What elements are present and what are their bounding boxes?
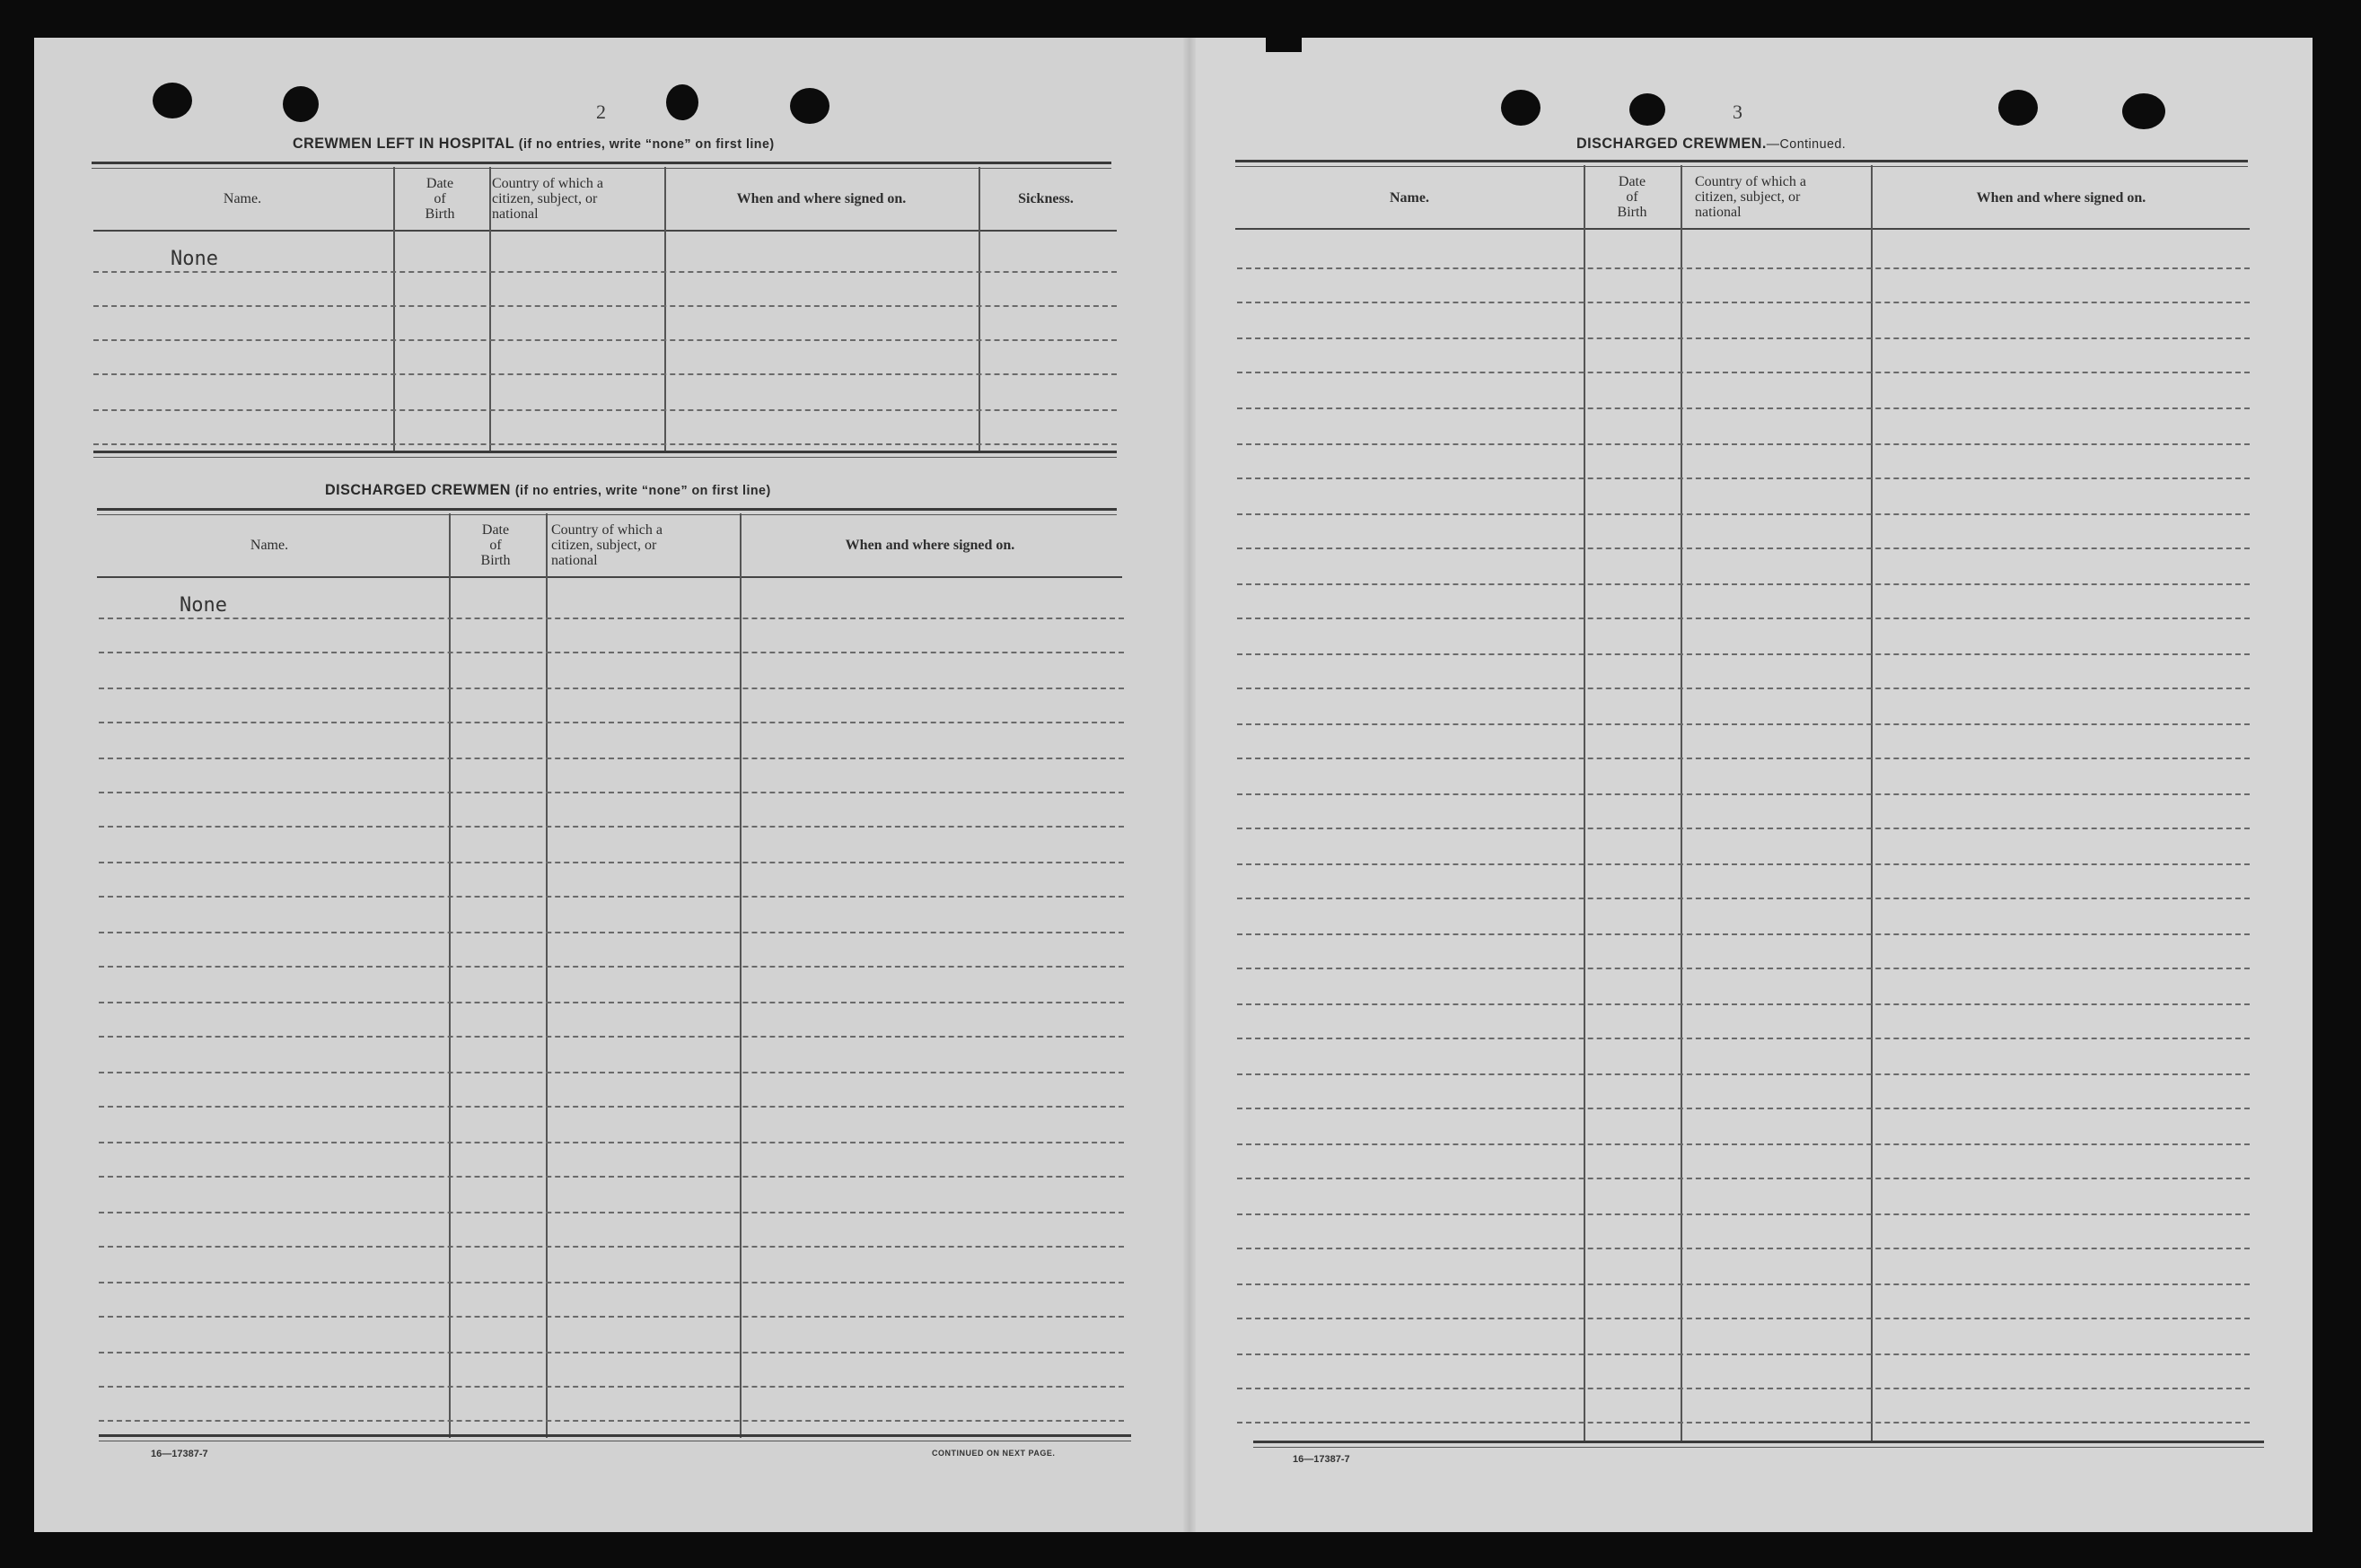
hospital-title-text: CREWMEN LEFT IN HOSPITAL: [293, 135, 514, 152]
entry-line: [99, 1002, 1124, 1003]
header-bottom-rule: [97, 576, 1122, 578]
entry-line: [93, 271, 1117, 273]
entry-line: [99, 932, 1124, 933]
entry-line: [1237, 1178, 2250, 1179]
discharged-first-entry: None: [180, 594, 227, 617]
discharged-section-title: [325, 481, 771, 499]
entry-line: [1237, 547, 2250, 549]
section-end-rule: [1253, 1441, 2264, 1448]
entry-line: [99, 1072, 1124, 1073]
entry-line: [1237, 1388, 2250, 1389]
header-bottom-rule: [93, 230, 1117, 232]
discharged-continued-title: [1576, 135, 1846, 153]
entry-line: [93, 339, 1117, 341]
entry-line: [1237, 653, 2250, 655]
entry-line: [99, 1106, 1124, 1108]
entry-line: [1237, 933, 2250, 935]
entry-line: [1237, 863, 2250, 865]
entry-line: [99, 1316, 1124, 1318]
section-end-rule: [99, 1434, 1131, 1441]
punch-hole: [1998, 90, 2038, 126]
entry-line: [99, 1246, 1124, 1248]
hospital-first-entry: None: [171, 248, 218, 270]
entry-line: [1237, 407, 2250, 409]
entry-line: [1237, 1318, 2250, 1319]
entry-line: [99, 1212, 1124, 1213]
col-header-name: Name.: [223, 191, 262, 206]
punch-hole: [283, 86, 319, 122]
entry-line: [1237, 302, 2250, 303]
header-rule: [97, 508, 1117, 515]
discharged-continued-title-text: DISCHARGED CREWMEN.: [1576, 135, 1767, 152]
punch-hole: [666, 84, 698, 120]
column-divider: [1871, 165, 1873, 1443]
entry-line: [99, 1142, 1124, 1143]
scan-notch: [1266, 25, 1302, 52]
entry-line: [1237, 968, 2250, 969]
col-header-date-of-birth: Date of Birth: [1617, 174, 1647, 220]
col-header-name: Name.: [1390, 190, 1429, 206]
entry-line: [1237, 1038, 2250, 1039]
col-header-when-where: When and where signed on.: [845, 538, 1015, 553]
entry-line: [1237, 828, 2250, 829]
entry-line: [1237, 723, 2250, 725]
discharged-title-text: DISCHARGED CREWMEN: [325, 481, 511, 498]
entry-line: [1237, 477, 2250, 479]
discharged-title-note: (if no entries, write “none” on first line): [514, 483, 771, 498]
entry-line: [1237, 1143, 2250, 1145]
entry-line: [1237, 898, 2250, 899]
hospital-title-note: (if no entries, write “none” on first line): [518, 136, 775, 152]
form-number: 16—17387-7: [1293, 1454, 1350, 1465]
entry-line: [99, 758, 1124, 759]
entry-line: [99, 1420, 1124, 1422]
col-header-name: Name.: [250, 538, 289, 553]
punch-hole: [153, 83, 192, 118]
section-end-rule: [93, 451, 1117, 458]
col-header-date-of-birth: Date of Birth: [480, 522, 511, 568]
entry-line: [99, 826, 1124, 828]
entry-line: [99, 1282, 1124, 1283]
entry-line: [1237, 1108, 2250, 1109]
header-bottom-rule: [1235, 228, 2250, 230]
column-divider: [1584, 165, 1585, 1443]
col-header-date-of-birth: Date of Birth: [425, 176, 455, 222]
form-number: 16—17387-7: [151, 1449, 208, 1459]
entry-line: [1237, 372, 2250, 373]
page-number: 3: [1733, 101, 1742, 123]
page-gutter: [1183, 38, 1196, 1532]
entry-line: [93, 443, 1117, 445]
col-header-when-where: When and where signed on.: [1976, 190, 2146, 206]
col-header-country: Country of which a citizen, subject, or national: [1695, 174, 1806, 220]
col-header-country: Country of which a citizen, subject, or national: [551, 522, 663, 568]
entry-line: [1237, 1248, 2250, 1249]
entry-line: [99, 862, 1124, 863]
entry-line: [99, 1036, 1124, 1038]
continued-note: CONTINUED ON NEXT PAGE.: [932, 1449, 1056, 1458]
entry-line: [1237, 793, 2250, 795]
entry-line: [1237, 618, 2250, 619]
column-divider: [1681, 165, 1682, 1443]
entry-line: [1237, 1283, 2250, 1285]
entry-line: [1237, 758, 2250, 759]
entry-line: [1237, 1422, 2250, 1423]
entry-line: [99, 1386, 1124, 1388]
col-header-sickness: Sickness.: [1018, 191, 1074, 206]
entry-line: [99, 966, 1124, 968]
col-header-when-where: When and where signed on.: [736, 191, 907, 206]
entry-line: [99, 896, 1124, 898]
entry-line: [99, 1352, 1124, 1353]
entry-line: [93, 305, 1117, 307]
entry-line: [99, 652, 1124, 653]
entry-line: [93, 409, 1117, 411]
entry-line: [99, 1176, 1124, 1178]
punch-hole: [1501, 90, 1540, 126]
entry-line: [1237, 1073, 2250, 1075]
continued-suffix: —Continued.: [1766, 136, 1847, 152]
page-number: 2: [596, 101, 606, 123]
punch-hole: [2122, 93, 2165, 129]
punch-hole: [790, 88, 829, 124]
entry-line: [1237, 443, 2250, 445]
punch-hole: [1629, 93, 1665, 126]
entry-line: [1237, 1003, 2250, 1005]
entry-line: [99, 792, 1124, 793]
entry-line: [1237, 1353, 2250, 1355]
entry-line: [1237, 583, 2250, 585]
header-rule: [1235, 160, 2248, 167]
header-rule: [92, 162, 1111, 169]
entry-line: [93, 373, 1117, 375]
entry-line: [1237, 1213, 2250, 1215]
entry-line: [1237, 513, 2250, 515]
entry-line: [99, 618, 1124, 619]
entry-line: [1237, 688, 2250, 689]
entry-line: [99, 722, 1124, 723]
entry-line: [99, 688, 1124, 689]
entry-line: [1237, 267, 2250, 269]
col-header-country: Country of which a citizen, subject, or national: [492, 176, 603, 222]
right-page: [1190, 38, 2313, 1532]
hospital-section-title: [293, 135, 775, 153]
entry-line: [1237, 337, 2250, 339]
